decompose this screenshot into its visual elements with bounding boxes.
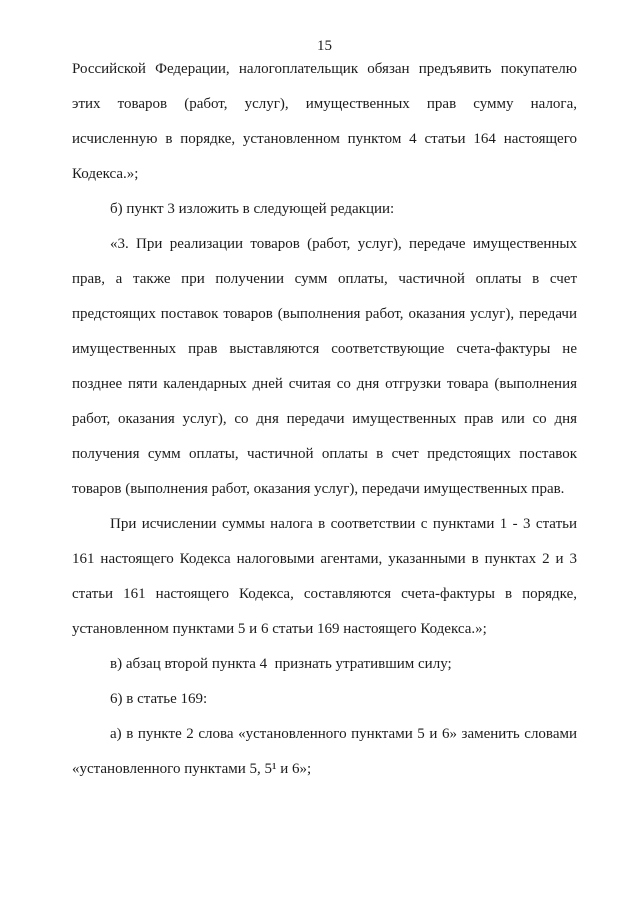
text-line: имущественных прав выставляются соответствующие счета-фактуры не	[72, 341, 577, 357]
paragraph	[72, 717, 577, 787]
text-line: позднее пяти календарных дней считая со дня отгрузки товара (выполнения	[72, 376, 577, 392]
text-line: исчисленную в порядке, установленном пунктом 4 статьи 164 настоящего	[72, 131, 577, 147]
text-line: б) пункт 3 изложить в следующей редакции:	[110, 201, 395, 217]
paragraph	[72, 507, 577, 647]
text-line: получения сумм оплаты, частичной оплаты в счет предстоящих поставок	[72, 446, 577, 462]
text-line: При исчислении суммы налога в соответствии с пунктами 1 - 3 статьи	[110, 516, 577, 532]
text-line: Кодекса.»;	[72, 166, 139, 182]
text-line: «3. При реализации товаров (работ, услуг), передаче имущественных	[110, 236, 577, 252]
text-line: статьи 161 настоящего Кодекса, составляются счета-фактуры в порядке,	[72, 586, 577, 602]
text-line: 161 настоящего Кодекса налоговыми агентами, указанными в пунктах 2 и 3	[72, 551, 577, 567]
paragraph	[72, 647, 577, 682]
page-number: 15	[317, 38, 332, 54]
text-line: товаров (выполнения работ, оказания услуг), передачи имущественных прав.	[72, 481, 565, 497]
text-line: в) абзац второй пункта 4 признать утратившим силу;	[110, 656, 452, 672]
text-line: а) в пункте 2 слова «установленного пунктами 5 и 6» заменить словами	[110, 726, 577, 742]
text-line: работ, оказания услуг), со дня передачи имущественных прав или со дня	[72, 411, 577, 427]
paragraph	[72, 682, 577, 717]
text-line: прав, а также при получении сумм оплаты, частичной оплаты в счет	[72, 271, 577, 287]
text-line: этих товаров (работ, услуг), имущественных прав сумму налога,	[72, 96, 577, 112]
paragraph	[72, 192, 577, 227]
text-line: Российской Федерации, налогоплательщик обязан предъявить покупателю	[72, 61, 577, 77]
paragraph	[72, 52, 577, 192]
document-body	[72, 52, 577, 787]
paragraph	[72, 227, 577, 507]
text-line: «установленного пунктами 5, 5¹ и 6»;	[72, 761, 312, 777]
text-line: предстоящих поставок товаров (выполнения работ, оказания услуг), передачи	[72, 306, 577, 322]
text-line: установленном пунктами 5 и 6 статьи 169 настоящего Кодекса.»;	[72, 621, 487, 637]
text-line: 6) в статье 169:	[110, 691, 208, 707]
